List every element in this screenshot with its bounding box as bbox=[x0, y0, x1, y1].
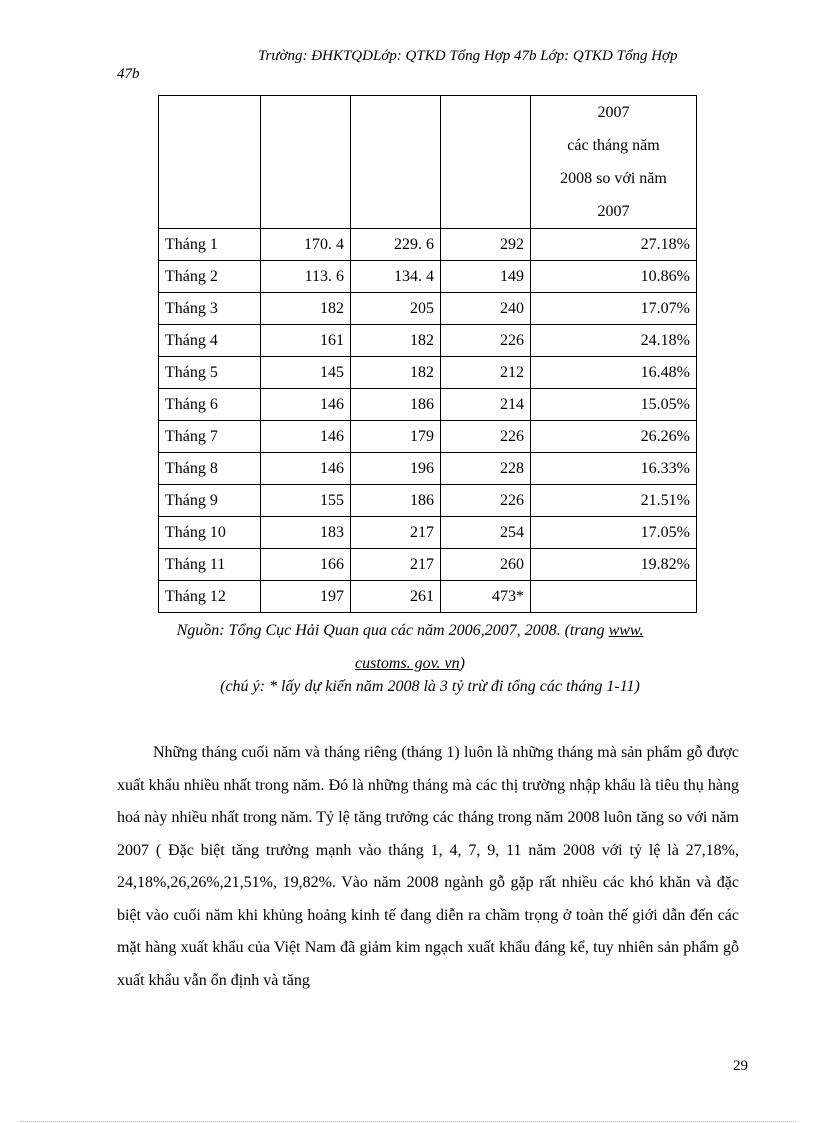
page-number: 29 bbox=[733, 1058, 748, 1074]
month-cell: Tháng 7 bbox=[159, 421, 261, 453]
table-row bbox=[159, 293, 697, 325]
value-cell-col3: 212 bbox=[441, 357, 531, 389]
month-cell: Tháng 6 bbox=[159, 389, 261, 421]
value-cell-col2: 186 bbox=[351, 389, 441, 421]
value-cell-col1: 146 bbox=[261, 453, 351, 485]
value-cell-col2: 217 bbox=[351, 549, 441, 581]
body-paragraph: Những tháng cuối năm và tháng riêng (tháng 1) luôn là những tháng mà sản phẩm gỗ được xuất khẩu nhiều nhất trong năm. Đó là những tháng mà các thị trường nhập khẩu là tiêu thụ hàng hoá này nhiều nhất trong năm. Tỷ lệ tăng trưởng các tháng trong năm 2008 luôn tăng so với năm 2007 ( Đặc biệt tăng trưởng mạnh vào tháng 1, 4, 7, 9, 11 năm 2008 với tỷ lệ là 27,18%, 24,18%,26,26%,21,51%, 19,82%. Vào năm 2008 ngành gỗ gặp rất nhiều các khó khăn và đặc biệt vào cuối năm khi khủng hoảng kinh tế đang diễn ra chầm trọng ở toàn thế giới dẫn đến các mặt hàng xuất khẩu của Việt Nam đã giảm kim ngạch xuất khẩu đáng kể, tuy nhiên sản phẩm gỗ xuất khẩu vẫn ổn định và tăng bbox=[117, 744, 739, 989]
page-bottom-rule bbox=[20, 1121, 796, 1122]
value-cell-col3: 226 bbox=[441, 421, 531, 453]
source-link[interactable]: www. bbox=[608, 622, 644, 639]
header-cell-empty bbox=[351, 96, 441, 229]
month-cell: Tháng 12 bbox=[159, 581, 261, 613]
growth-rate-cell bbox=[531, 581, 697, 613]
table-row bbox=[159, 261, 697, 293]
value-cell-col1: 146 bbox=[261, 389, 351, 421]
table-body bbox=[159, 96, 697, 613]
table-row bbox=[159, 421, 697, 453]
growth-header-line: 2007 bbox=[597, 104, 630, 121]
value-cell-col3: 254 bbox=[441, 517, 531, 549]
growth-rate-cell: 24.18% bbox=[531, 325, 697, 357]
value-cell-col1: 197 bbox=[261, 581, 351, 613]
growth-header-line: 2007 bbox=[597, 203, 630, 220]
growth-rate-cell: 17.07% bbox=[531, 293, 697, 325]
growth-rate-cell: 16.48% bbox=[531, 357, 697, 389]
growth-rate-cell: 21.51% bbox=[531, 485, 697, 517]
growth-rate-cell: 15.05% bbox=[531, 389, 697, 421]
source-link-continued[interactable]: customs. gov. vn bbox=[355, 655, 460, 672]
growth-rate-cell: 27.18% bbox=[531, 229, 697, 261]
value-cell-col1: 183 bbox=[261, 517, 351, 549]
month-cell: Tháng 10 bbox=[159, 517, 261, 549]
table-row bbox=[159, 581, 697, 613]
export-table bbox=[158, 95, 697, 613]
month-cell: Tháng 5 bbox=[159, 357, 261, 389]
value-cell-col1: 113. 6 bbox=[261, 261, 351, 293]
table-row bbox=[159, 389, 697, 421]
value-cell-col2: 179 bbox=[351, 421, 441, 453]
month-cell: Tháng 4 bbox=[159, 325, 261, 357]
value-cell-col1: 161 bbox=[261, 325, 351, 357]
growth-rate-cell: 17.05% bbox=[531, 517, 697, 549]
month-cell: Tháng 1 bbox=[159, 229, 261, 261]
value-cell-col1: 155 bbox=[261, 485, 351, 517]
header-cell-empty bbox=[159, 96, 261, 229]
table-row bbox=[159, 357, 697, 389]
month-cell: Tháng 11 bbox=[159, 549, 261, 581]
growth-header-line: các tháng năm bbox=[567, 137, 660, 154]
value-cell-col2: 217 bbox=[351, 517, 441, 549]
growth-rate-cell: 19.82% bbox=[531, 549, 697, 581]
value-cell-col3: 226 bbox=[441, 485, 531, 517]
source-prefix: Nguồn: Tổng Cục Hải Quan qua các năm 2006,2007, 2008. (trang bbox=[176, 622, 609, 639]
month-cell: Tháng 8 bbox=[159, 453, 261, 485]
growth-rate-cell: 10.86% bbox=[531, 261, 697, 293]
value-cell-col2: 205 bbox=[351, 293, 441, 325]
page-header-continuation: 47b bbox=[117, 66, 140, 82]
value-cell-col1: 170. 4 bbox=[261, 229, 351, 261]
value-cell-col1: 145 bbox=[261, 357, 351, 389]
header-cell-empty bbox=[441, 96, 531, 229]
table-header-row bbox=[159, 96, 697, 229]
table-row bbox=[159, 325, 697, 357]
growth-rate-cell: 26.26% bbox=[531, 421, 697, 453]
growth-header-cell bbox=[531, 96, 697, 229]
value-cell-col2: 196 bbox=[351, 453, 441, 485]
value-cell-col1: 166 bbox=[261, 549, 351, 581]
value-cell-col3: 292 bbox=[441, 229, 531, 261]
value-cell-col3: 240 bbox=[441, 293, 531, 325]
value-cell-col1: 146 bbox=[261, 421, 351, 453]
month-cell: Tháng 9 bbox=[159, 485, 261, 517]
value-cell-col1: 182 bbox=[261, 293, 351, 325]
value-cell-col3: 214 bbox=[441, 389, 531, 421]
value-cell-col3: 228 bbox=[441, 453, 531, 485]
value-cell-col2: 261 bbox=[351, 581, 441, 613]
table-row bbox=[159, 453, 697, 485]
source-suffix: ) bbox=[459, 655, 465, 672]
table-row bbox=[159, 485, 697, 517]
value-cell-col3: 260 bbox=[441, 549, 531, 581]
table-row bbox=[159, 229, 697, 261]
table-row bbox=[159, 549, 697, 581]
value-cell-col3: 149 bbox=[441, 261, 531, 293]
table-note: (chú ý: * lấy dự kiến năm 2008 là 3 tỷ trừ đi tổng các tháng 1-11) bbox=[220, 678, 640, 695]
month-cell: Tháng 2 bbox=[159, 261, 261, 293]
table-row bbox=[159, 517, 697, 549]
value-cell-col2: 182 bbox=[351, 357, 441, 389]
value-cell-col3: 226 bbox=[441, 325, 531, 357]
value-cell-col3: 473* bbox=[441, 581, 531, 613]
month-cell: Tháng 3 bbox=[159, 293, 261, 325]
growth-rate-cell: 16.33% bbox=[531, 453, 697, 485]
body-paragraph-container bbox=[117, 737, 739, 997]
value-cell-col2: 229. 6 bbox=[351, 229, 441, 261]
value-cell-col2: 186 bbox=[351, 485, 441, 517]
header-cell-empty bbox=[261, 96, 351, 229]
value-cell-col2: 134. 4 bbox=[351, 261, 441, 293]
value-cell-col2: 182 bbox=[351, 325, 441, 357]
growth-header-line: 2008 so với năm bbox=[560, 170, 667, 187]
source-citation bbox=[90, 614, 730, 680]
page-header: Trường: ĐHKTQDLớp: QTKD Tổng Hợp 47b Lớp: QTKD Tổng Hợp bbox=[258, 48, 678, 64]
